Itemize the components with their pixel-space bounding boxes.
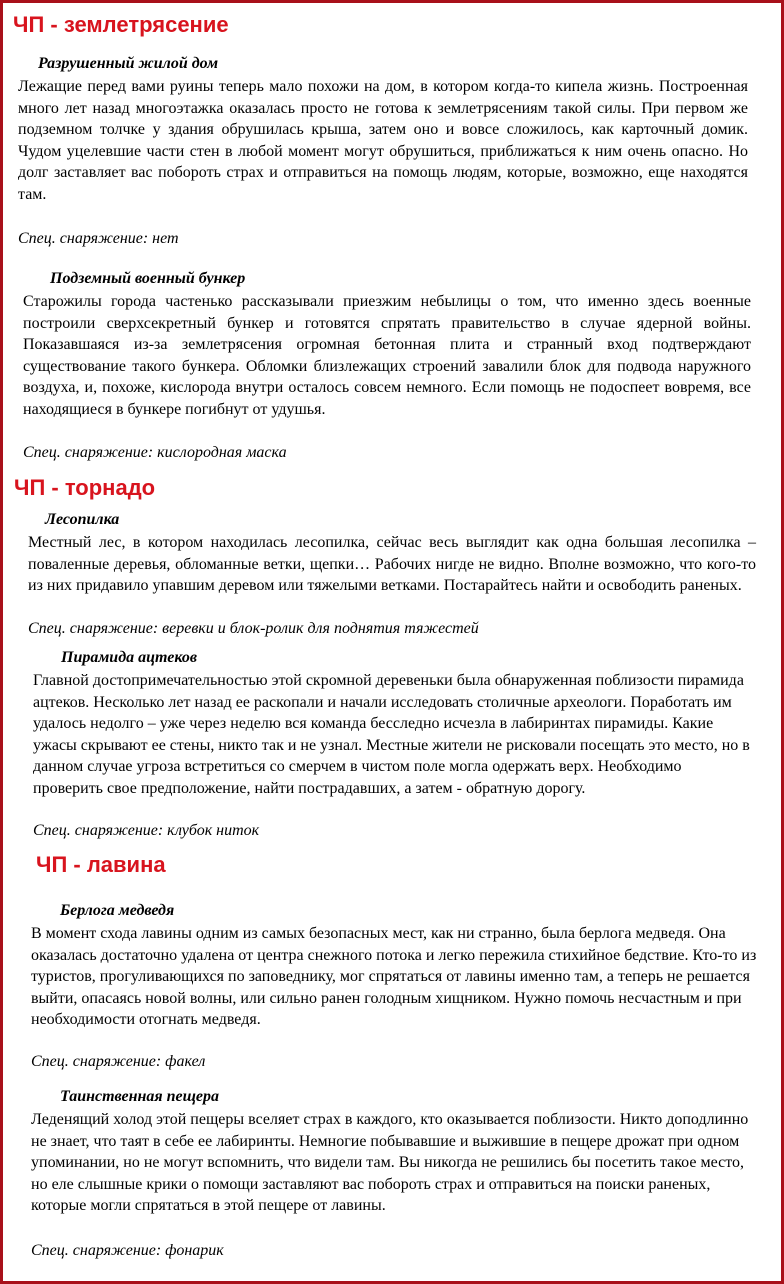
- item-text-aztec-pyramid: Главной достопримечательностью этой скромной деревеньки была обнаруженная поблизости пирамида ацтеков. Несколько лет назад ее раскопали и начали исследовать столичные археологи. Поработать им удалось недолго – уже через неделю вся команда бесследно исчезла в лабиринтах пирамиды. Какие ужасы скрывают ее стены, никто так и не узнал. Местные жители не рисковали посещать это место, но в данном случае угроза встретиться со смерчем в чистом поле могла одержать верх. Необходимо проверить свое предположение, найти пострадавших, а затем - обратную дорогу.: [33, 672, 750, 797]
- item-title-mysterious-cave: Таинственная пещера: [60, 1088, 220, 1105]
- item-title-sawmill: Лесопилка: [45, 511, 120, 528]
- section-title-avalanche: ЧП - лавина: [36, 852, 166, 877]
- item-equipment-aztec-pyramid: Спец. снаряжение: клубок ниток: [33, 822, 260, 839]
- item-text-bear-den: В момент схода лавины одним из самых безопасных мест, как ни странно, была берлога медведя. Она оказалась достаточно удалена от центра снежного потока и легко пережила стихийное бедствие. Кто-то из туристов, прогуливающихся по заповеднику, мог спрятаться от лавины именно там, а теперь не решается выйти, опасаясь новой волны, или сильно ранен голодным хищником. Нужно помочь несчастным и при необходимости отогнать медведя.: [31, 925, 757, 1029]
- item-equipment-military-bunker: Спец. снаряжение: кислородная маска: [23, 444, 287, 461]
- item-equipment-mysterious-cave: Спец. снаряжение: фонарик: [31, 1242, 224, 1259]
- item-text-military-bunker: Старожилы города частенько рассказывали приезжим небылицы о том, что именно здесь военные построили сверхсекретный бункер и готовятся спрятать правительство в случае ядерной войны. Показавшаяся из-за землетрясения огромная бетонная плита и странный вход подтверждают существование такого бункера. Обломки близлежащих строений завалили блок для подвода наружного воздуха, и, похоже, кислорода внутри осталось совсем немного. Если помощь не подоспеет вовремя, все находящиеся в бункере погибнут от удушья.: [23, 293, 751, 418]
- section-title-earthquake: ЧП - землетрясение: [13, 12, 229, 37]
- item-text-sawmill: Местный лес, в котором находилась лесопилка, сейчас весь выглядит как одна большая лесопилка – поваленные деревья, обломанные ветки, щепки… Рабочих нигде не видно. Вполне возможно, что кого-то из них придавило упавшим деревом или тяжелыми ветками. Постарайтесь найти и освободить раненых.: [28, 534, 756, 595]
- item-title-aztec-pyramid: Пирамида ацтеков: [61, 649, 198, 666]
- item-equipment-ruined-house: Спец. снаряжение: нет: [18, 230, 179, 247]
- item-title-ruined-house: Разрушенный жилой дом: [38, 55, 219, 72]
- item-title-bear-den: Берлога медведя: [60, 902, 175, 919]
- item-equipment-sawmill: Спец. снаряжение: веревки и блок-ролик для поднятия тяжестей: [28, 620, 479, 637]
- item-equipment-bear-den: Спец. снаряжение: факел: [31, 1053, 206, 1070]
- item-title-military-bunker: Подземный военный бункер: [50, 270, 246, 287]
- item-text-ruined-house: Лежащие перед вами руины теперь мало похожи на дом, в котором когда-то кипела жизнь. Построенная много лет назад многоэтажка оказалась просто не готова к землетрясениям такой силы. При первом же подземном толчке у здания обрушилась крыша, затем оно и вовсе сложилось, как карточный домик. Чудом уцелевшие части стен в любой момент могут обрушиться, приближаться к ним очень опасно. Но долг заставляет вас побороть страх и отправиться на помощь людям, которые, возможно, еще находятся там.: [18, 78, 748, 203]
- item-text-mysterious-cave: Леденящий холод этой пещеры вселяет страх в каждого, кто оказывается поблизости. Никто доподлинно не знает, что таят в себе ее лабиринты. Немногие побывавшие и выжившие в пещере дрожат при одном упоминании, но не могут вспомнить, что видели там. Вы никогда не решились бы посетить такое место, но еле слышные крики о помощи заставляют вас побороть страх и отправиться на поиски раненых, которые могли спрятаться в этой пещере от лавины.: [31, 1111, 749, 1215]
- section-title-tornado: ЧП - торнадо: [14, 475, 156, 500]
